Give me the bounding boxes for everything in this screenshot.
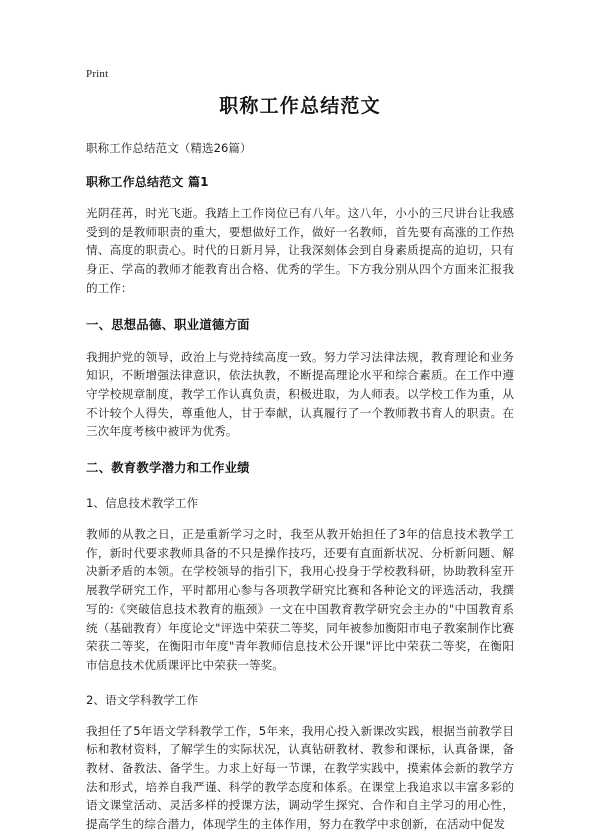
document-subtitle: 职称工作总结范文（精选26篇）	[86, 141, 252, 155]
subsection-2-2-paragraph-1: 我担任了5年语文学科教学工作，5年来，我用心投入新课改实践，根据当前教学目标和教材资料，了解学生的实际状况，认真钻研教材、教参和课标，认真备课，备教材、备教法、备学生。力求上好每一节课，在教学实践中，摸索体会新的教学方法和形式，培养自我严谨、科学的教学态度和体系。在课堂上我追求以丰富多彩的语文课堂活动、灵活多样的授课方法，调动学生探究、合作和自主学习的用心性，提高学生的综合潜力，体现学生的主体作用，努力在教学中求创新，在活动中促发	[86, 723, 514, 832]
document-content	[86, 93, 514, 834]
intro-paragraph: 光阴荏苒，时光飞逝。我踏上工作岗位已有八年。这八年，小小的三尺讲台让我感受到的是教师职责的重大，要想做好工作，做好一名教师，首先要有高涨的工作热情、高度的职责心。时代的日新月异，让我深刻体会到自身素质提高的迫切，只有身正、学高的教师才能教育出合格、优秀的学生。下方我分别从四个方面来汇报我的工作：	[86, 206, 514, 295]
subsection-2-1-paragraph-1: 教师的从教之日，正是重新学习之时，我至从教开始担任了3年的信息技术教学工作，新时代要求教师具备的不只是操作技巧，还要有直面新状况、分析新问题、解决新矛盾的本领。在学校领导的指引下，我用心投身于学校教科研，协助教科室开展教学研究工作，平时都用心参与各项教学研究比赛和各种论文的评选活动，我撰写的:《突破信息技术教育的瓶颈》一文在中国教育教学研究会主办的"中国教育系统（基础教育）年度论文"评选中荣获二等奖，同年被参加衡阳市电子教案制作比赛荣获二等奖，在衡阳市年度"青年教师信息技术公开课"评比中荣获二等奖，在衡阳市信息技术优质课评比中荣获一等奖。	[86, 527, 514, 672]
article-heading: 职称工作总结范文 篇1	[86, 175, 209, 189]
section-1-paragraph-1: 我拥护党的领导，政治上与党持续高度一致。努力学习法律法规，教育理论和业务知识，不断增强法律意识，依法执教，不断提高理论水平和综合素质。在工作中遵守学校规章制度，教学工作认真负责，积极进取，为人师表。以学校工作为重，从不计较个人得失，尊重他人，甘于奉献，认真履行了一个教师教书育人的职责。在三次年度考核中被评为优秀。	[86, 349, 514, 439]
section-heading-1: 一、思想品德、职业道德方面	[86, 317, 250, 332]
subsection-heading-2-1: 1、信息技术教学工作	[86, 496, 199, 511]
page-title: 职称工作总结范文	[219, 95, 381, 117]
subsection-heading-2-2: 2、语文学科教学工作	[86, 692, 199, 707]
section-heading-2: 二、教育教学潜力和工作业绩	[86, 461, 250, 476]
print-button[interactable]: Print	[86, 68, 109, 80]
